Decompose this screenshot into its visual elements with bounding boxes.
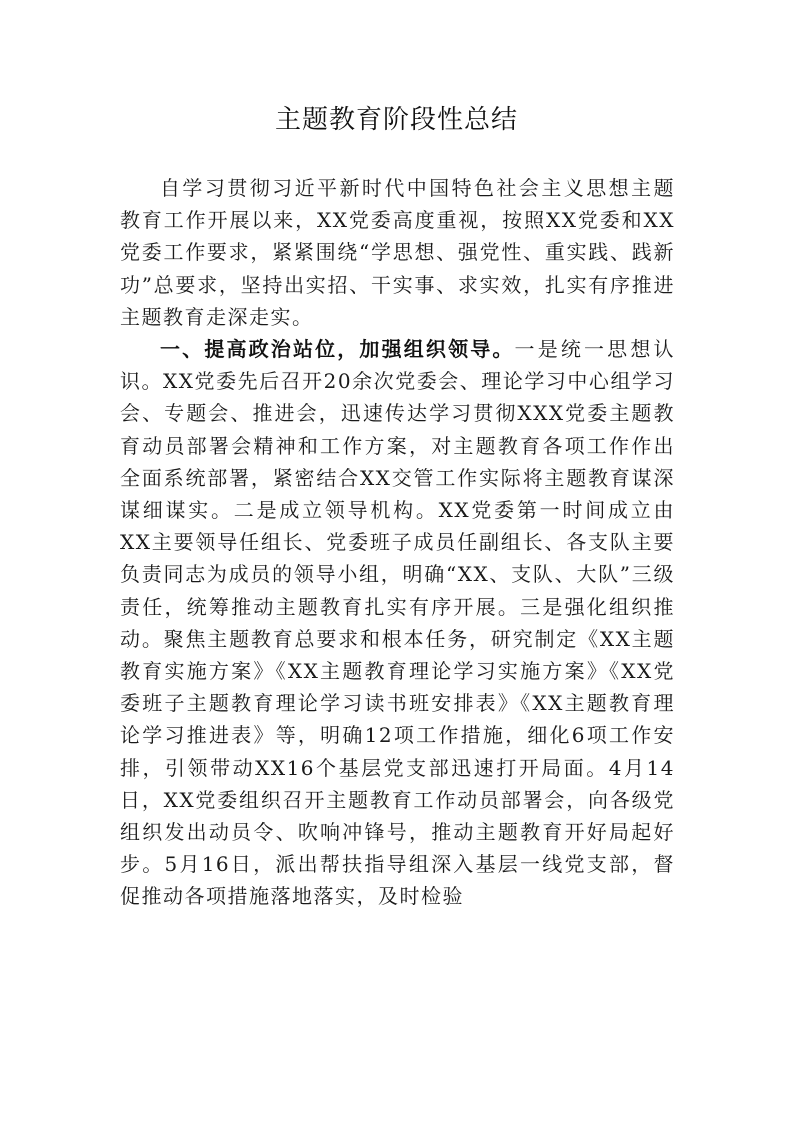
section-1-paragraph — [120, 333, 675, 913]
section-1-text: 一是统一思想认识。XX党委先后召开20余次党委会、理论学习中心组学习会、专题会、推进会，迅速传达学习贯彻XXX党委主题教育动员部署会精神和工作方案，对主题教育各项工作作出全面系统部署，紧密结合XX交管工作实际将主题教育谋深谋细谋实。二是成立领导机构。XX党委第一时间成立由XX主要领导任组长、党委班子成员任副组长、各支队主要负责同志为成员的领导小组，明确“XX、支队、大队”三级责任，统筹推动主题教育扎实有序开展。三是强化组织推动。聚焦主题教育总要求和根本任务，研究制定《XX主题教育实施方案》《XX主题教育理论学习实施方案》《XX党委班子主题教育理论学习读书班安排表》《XX主题教育理论学习推进表》等，明确12项工作措施，细化6项工作安排，引领带动XX16个基层党支部迅速打开局面。4月14日，XX党委组织召开主题教育工作动员部署会，向各级党组织发出动员令、吹响冲锋号，推动主题教育开好局起好步。5月16日，派出帮扶指导组深入基层一线党支部，督促推动各项措施落地落实，及时检验 — [120, 337, 676, 909]
intro-paragraph: 自学习贯彻习近平新时代中国特色社会主义思想主题教育工作开展以来，XX党委高度重视，按照XX党委和XX党委工作要求，紧紧围绕“学思想、强党性、重实践、践新功”总要求，坚持出实招、干实事、求实效，扎实有序推进主题教育走深走实。 — [120, 176, 675, 329]
document-title: 主题教育阶段性总结 — [274, 105, 518, 135]
section-1-heading: 一、提高政治站位，加强组织领导。 — [160, 337, 515, 362]
document-body — [120, 172, 675, 913]
